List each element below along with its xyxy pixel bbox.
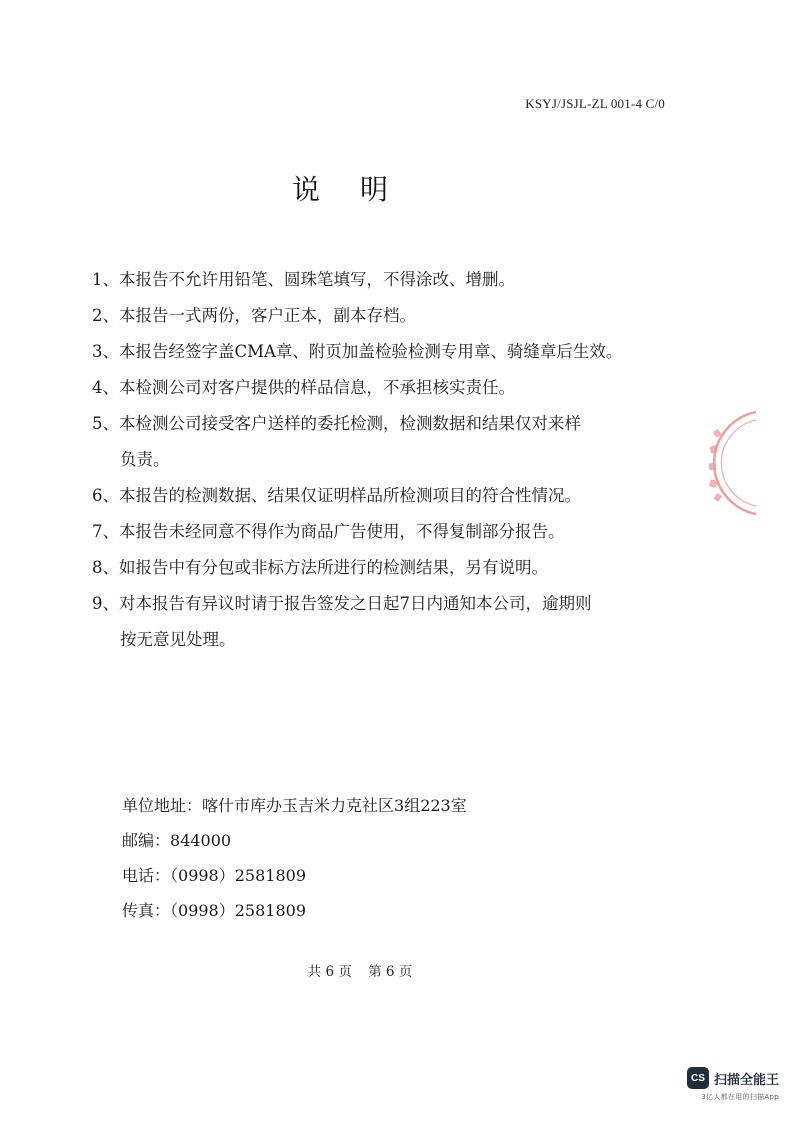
clause-1: 1、本报告不允许用铅笔、圆珠笔填写，不得涂改、增删。	[92, 270, 515, 289]
page-counter	[0, 960, 720, 980]
scanner-tagline: 3亿人都在用的扫描App	[701, 1093, 779, 1101]
clause-3: 3、本报告经签字盖CMA章、附页加盖检验检测专用章、骑缝章后生效。	[92, 342, 623, 361]
document-code: KSYJ/JSJL-ZL 001-4 C/0	[525, 96, 665, 111]
address-line: 单位地址：喀什市库办玉吉米力克社区3组223室	[122, 796, 467, 815]
camscanner-logo-icon: CS	[687, 1067, 709, 1089]
clause-7: 7、本报告未经同意不得作为商品广告使用，不得复制部分报告。	[92, 522, 565, 541]
scanner-watermark	[687, 1067, 779, 1102]
clause-6: 6、本报告的检测数据、结果仅证明样品所检测项目的符合性情况。	[92, 486, 581, 505]
total-pages: 共 6 页	[307, 964, 352, 980]
fax-line: 传真：（0998）2581809	[122, 901, 306, 920]
clause-2: 2、本报告一式两份，客户正本，副本存档。	[92, 306, 416, 325]
clause-9: 9、对本报告有异议时请于报告签发之日起7日内通知本公司，逾期则 按无意见处理。	[92, 594, 592, 649]
phone-line: 电话：（0998）2581809	[122, 866, 306, 885]
contact-info	[122, 788, 622, 928]
seal-stamp-icon	[700, 408, 756, 518]
clause-8: 8、如报告中有分包或非标方法所进行的检测结果，另有说明。	[92, 558, 548, 577]
clause-5: 5、本检测公司接受客户送样的委托检测，检测数据和结果仅对来样 负责。	[92, 414, 581, 469]
clause-list	[92, 262, 712, 658]
scanner-app-name: 扫描全能王	[713, 1072, 779, 1088]
postcode-line: 邮编：844000	[122, 831, 232, 850]
current-page: 第 6 页	[368, 964, 413, 980]
page-title: 说明	[291, 173, 428, 206]
clause-4: 4、本检测公司对客户提供的样品信息，不承担核实责任。	[92, 378, 515, 397]
